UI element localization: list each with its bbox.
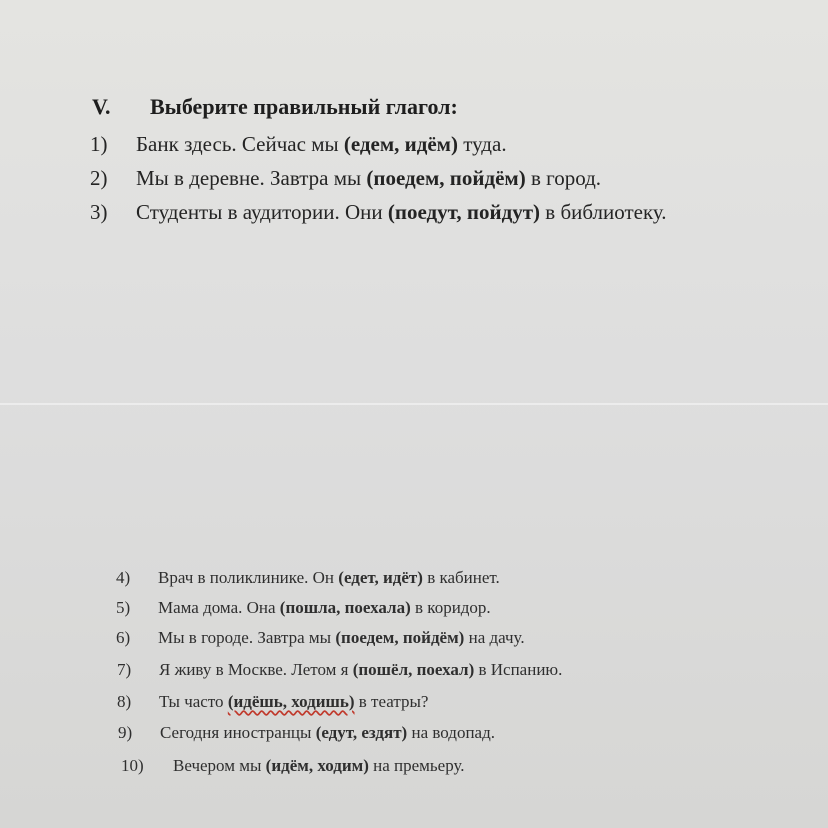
item-number: 8) [117, 692, 132, 711]
item-text: Мы в городе. Завтра мы [158, 628, 336, 647]
item-options: (едем, идём) [343, 132, 458, 156]
item-number: 3) [90, 200, 108, 224]
item-text: Мы в деревне. Завтра мы [136, 166, 367, 190]
item-text: Ты часто [159, 692, 228, 711]
item-number: 9) [118, 723, 133, 742]
item-text: Сегодня иностранцы [160, 723, 316, 742]
item-text: Врач в поликлинике. Он [158, 568, 339, 587]
item-text-end: в город. [525, 166, 602, 190]
item-text-end: на премьеру. [368, 756, 465, 775]
item-options: (едет, идёт) [338, 568, 423, 587]
item-number: 4) [116, 568, 131, 587]
item-text: Студенты в аудитории. Они [136, 200, 388, 224]
item-options: (идёшь, ходишь) [227, 692, 355, 711]
item-text: Мама дома. Она [158, 598, 280, 617]
item-number: 5) [116, 598, 131, 617]
item-text-end: в Испанию. [474, 660, 563, 679]
item-text: Банк здесь. Сейчас мы [136, 132, 344, 156]
item-text-end: в театры? [354, 692, 429, 711]
item-options: (пошла, поехала) [279, 598, 411, 617]
item-number: 7) [117, 660, 132, 679]
exercise-item-7 [117, 660, 562, 680]
item-text-end: в кабинет. [422, 568, 500, 587]
exercise-item-2 [90, 166, 601, 191]
item-options: (поедут, пойдут) [387, 200, 541, 224]
item-text: Вечером мы [173, 756, 266, 775]
section-title: Выберите правильный глагол: [150, 94, 458, 119]
item-text-end: на дачу. [464, 628, 525, 647]
item-text: Я живу в Москве. Летом я [159, 660, 353, 679]
paper-fold-line [0, 403, 828, 405]
exercise-item-8 [117, 692, 428, 712]
item-number: 10) [121, 756, 144, 775]
item-text-end: в библиотеку. [540, 200, 667, 224]
exercise-item-6 [116, 628, 525, 648]
item-text-end: на водопад. [407, 723, 495, 742]
item-options: (поедем, пойдём) [335, 628, 465, 647]
item-number: 1) [90, 132, 108, 156]
exercise-item-9 [118, 723, 495, 743]
exercise-item-3 [90, 200, 667, 225]
item-text-end: туда. [457, 132, 507, 156]
exercise-item-5 [116, 598, 491, 618]
item-number: 2) [90, 166, 108, 190]
exercise-item-4 [116, 568, 500, 588]
item-text-end: в коридор. [410, 598, 491, 617]
exercise-item-1 [90, 132, 507, 157]
item-number: 6) [116, 628, 131, 647]
section-number: V. [92, 94, 111, 119]
item-options: (идём, ходим) [265, 756, 369, 775]
exercise-item-10 [121, 756, 465, 776]
item-options: (едут, ездят) [315, 723, 408, 742]
item-options: (пошёл, поехал) [352, 660, 475, 679]
exercise-heading [92, 94, 458, 120]
item-options: (поедем, пойдём) [366, 166, 526, 190]
